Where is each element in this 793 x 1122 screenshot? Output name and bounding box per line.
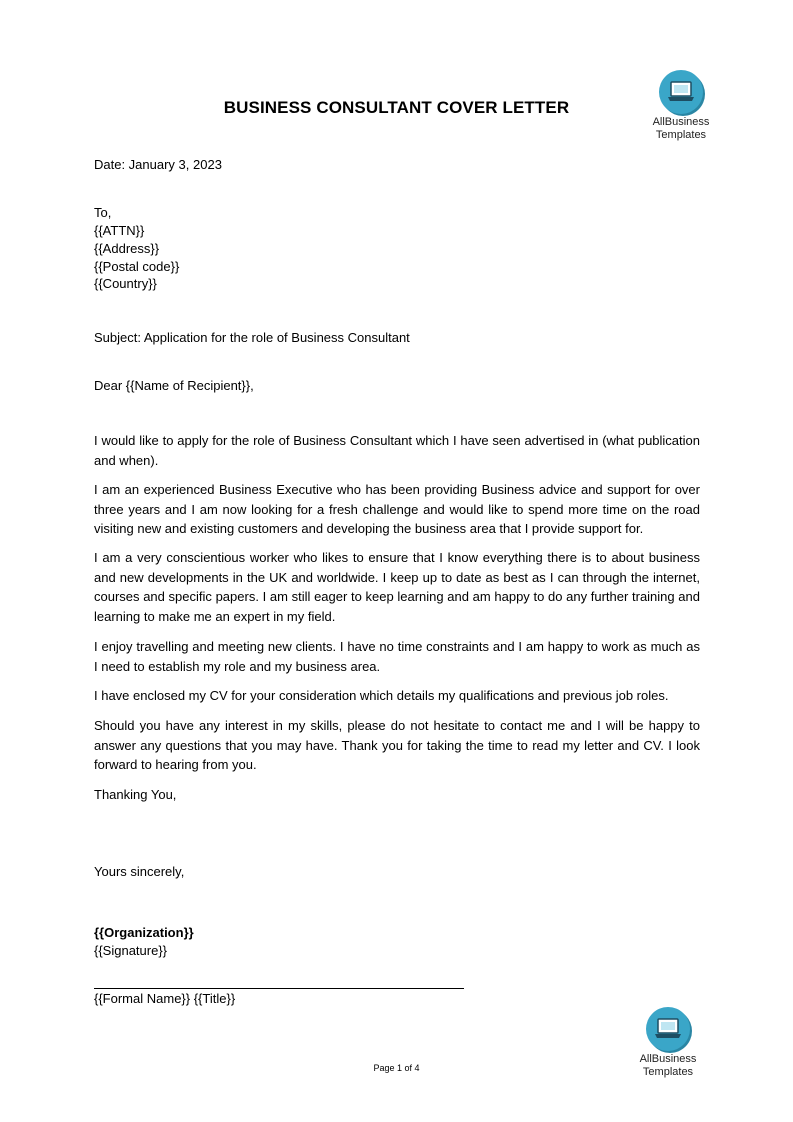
page-number: Page 1 of 4 [373, 1063, 420, 1073]
signature-line [94, 988, 464, 989]
page-title: BUSINESS CONSULTANT COVER LETTER [223, 98, 570, 117]
logo-badge [646, 1007, 690, 1051]
recipient-country: {{Country}} [94, 276, 157, 291]
closing-line: Yours sincerely, [94, 864, 185, 879]
body-paragraph-2: I am an experienced Business Executive who has been providing Business advice and support for over three years and I am now looking for a fresh challenge and would like to spend more time on the road visiting new and existing customers and developing the business area that I provide support for. [94, 482, 700, 536]
recipient-postal-code: {{Postal code}} [94, 259, 180, 274]
recipient-attn: {{ATTN}} [94, 223, 145, 238]
body-paragraph-6: Should you have any interest in my skills, please do not hesitate to contact me and I will be happy to answer any questions that you may have. Thank you for taking the time to read my letter and CV. I look forward to hearing from you. [94, 718, 700, 772]
logo-text-line1: AllBusiness [652, 116, 710, 128]
logo-text-line2: Templates [655, 129, 707, 141]
laptop-icon [655, 1018, 681, 1040]
body-paragraph-5: I have enclosed my CV for your consideration which details my qualifications and previous job roles. [94, 688, 669, 703]
logo-text-line2: Templates [642, 1066, 694, 1078]
body-paragraph-3: I am a very conscientious worker who likes to ensure that I know everything there is to about business and new developments in the UK and worldwide. I keep up to date as best as I can through the internet, courses and specific papers. I am still eager to keep learning and am happy to do any further training and learning to make me an expert in my field. [94, 550, 700, 624]
signature-placeholder: {{Signature}} [94, 943, 168, 958]
logo-text-line1: AllBusiness [639, 1053, 697, 1065]
salutation: Dear {{Name of Recipient}}, [94, 378, 254, 393]
subject-line: Subject: Application for the role of Business Consultant [94, 330, 410, 345]
formal-name-title: {{Formal Name}} {{Title}} [94, 991, 236, 1006]
body-paragraph-1: I would like to apply for the role of Business Consultant which I have seen advertised in (what publication and when). [94, 433, 700, 468]
organization-placeholder: {{Organization}} [94, 925, 194, 940]
recipient-to: To, [94, 205, 112, 220]
body-paragraph-4: I enjoy travelling and meeting new clients. I have no time constraints and I am happy to work as much as I need to establish my role and my business area. [94, 639, 700, 674]
date-line: Date: January 3, 2023 [94, 157, 222, 172]
recipient-address: {{Address}} [94, 241, 160, 256]
thanks-line: Thanking You, [94, 787, 177, 802]
